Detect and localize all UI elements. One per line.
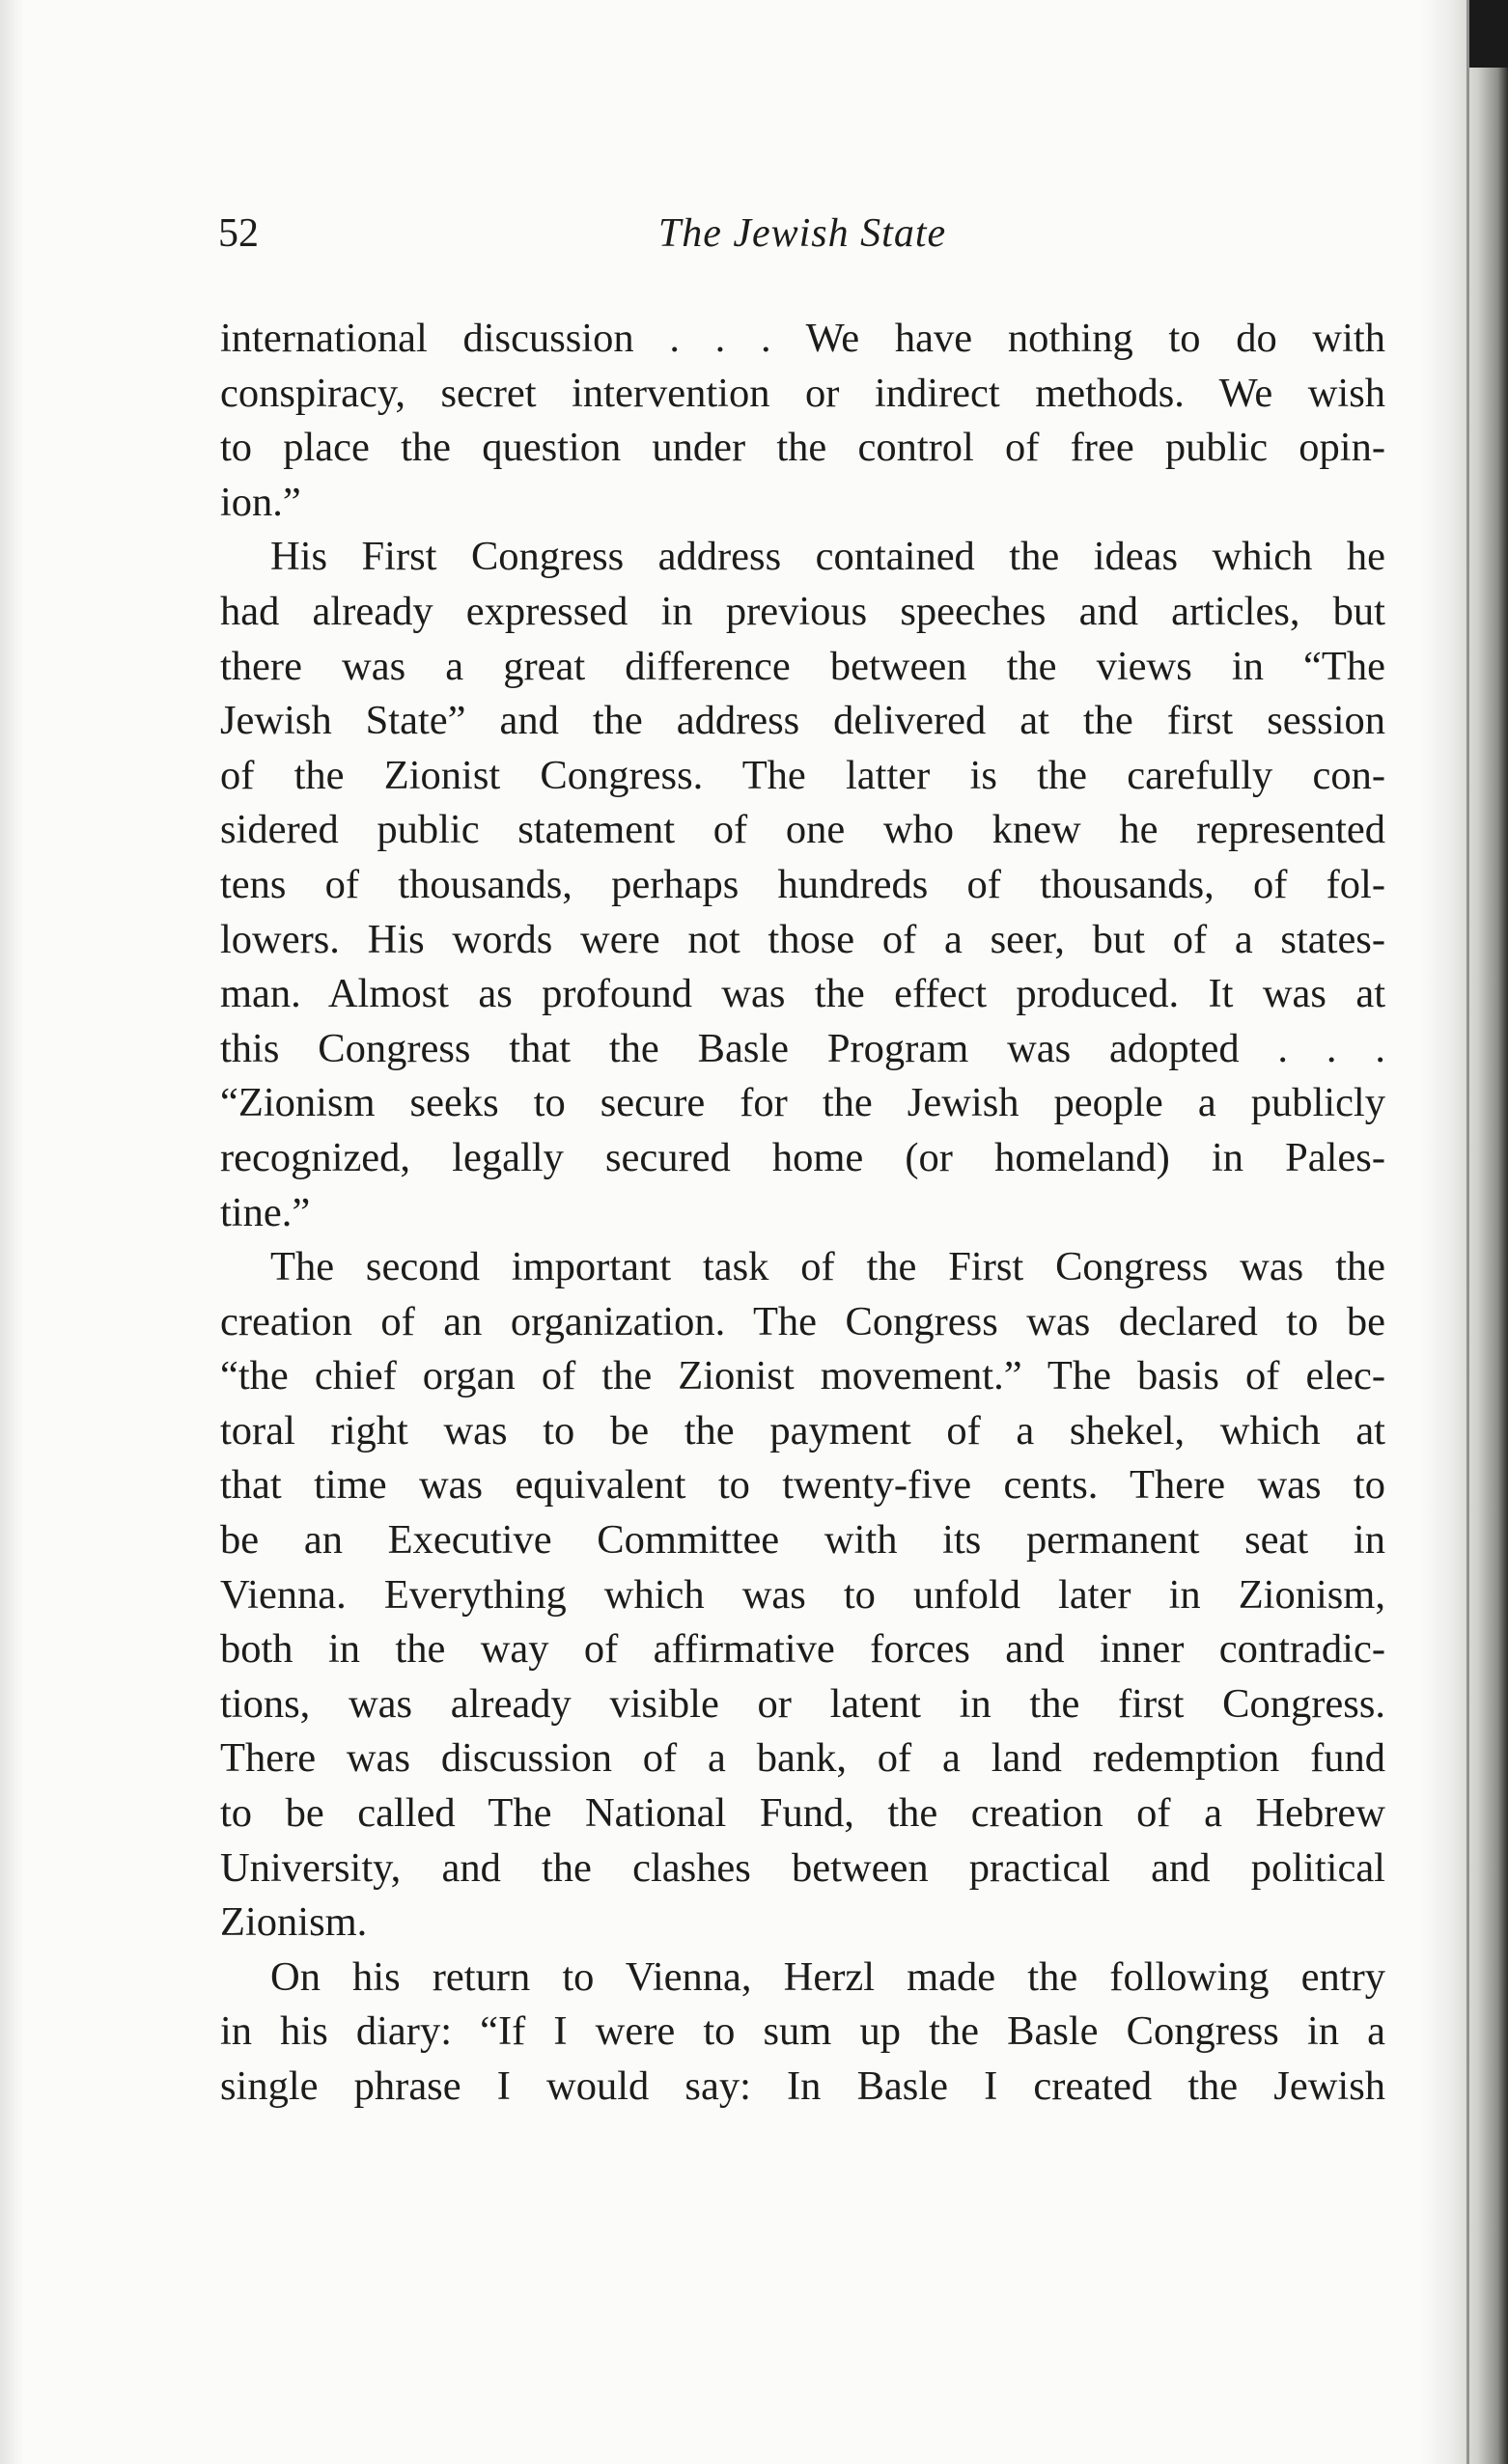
text-line: creation of an organization. The Congress was declared to be: [220, 1298, 1385, 1344]
text-line: The second important task of the First Congress was the: [270, 1244, 1385, 1290]
running-title: The Jewish State: [657, 211, 947, 256]
text-line: recognized, legally secured home (or homeland) in Pales-: [220, 1134, 1385, 1180]
text-line: there was a great difference between the views in “The: [220, 643, 1385, 689]
text-line: this Congress that the Basle Program was adopted . . .: [220, 1025, 1385, 1071]
text-line: tine.”: [220, 1189, 311, 1235]
scan-corner-shadow: [1469, 0, 1508, 68]
text-line: had already expressed in previous speeches and articles, but: [220, 588, 1385, 634]
page-edge-line: [1466, 0, 1469, 2464]
body-text: [220, 312, 1385, 2115]
text-line: toral right was to be the payment of a shekel, which at: [220, 1407, 1385, 1453]
text-line: tions, was already visible or latent in the first Congress.: [220, 1680, 1385, 1727]
text-line: There was discussion of a bank, of a land redemption fund: [220, 1735, 1385, 1782]
text-line: international discussion . . . We have nothing to do with: [220, 316, 1385, 361]
binding-shadow: [1421, 0, 1508, 2464]
scan-left-edge: [0, 0, 25, 2464]
text-line: lowers. His words were not those of a seer, but of a states-: [220, 916, 1385, 962]
text-line: His First Congress address contained the ideas which he: [270, 534, 1385, 580]
text-line: of the Zionist Congress. The latter is the carefully con-: [220, 752, 1385, 798]
text-line: “the chief organ of the Zionist movement.” The basis of elec-: [220, 1353, 1385, 1399]
text-line: be an Executive Committee with its permanent seat in: [220, 1517, 1385, 1564]
text-line: ion.”: [220, 479, 301, 525]
text-line: Jewish State” and the address delivered at the first session: [220, 698, 1385, 744]
page-header: [218, 207, 1386, 264]
text-line: Vienna. Everything which was to unfold later in Zionism,: [220, 1571, 1385, 1618]
text-line: conspiracy, secret intervention or indirect methods. We wish: [220, 370, 1385, 416]
text-line: man. Almost as profound was the effect produced. It was at: [220, 971, 1385, 1017]
text-line: in his diary: “If I were to sum up the Basle Congress in a: [220, 2008, 1385, 2055]
text-line: On his return to Vienna, Herzl made the following entry: [270, 1953, 1385, 2000]
text-line: University, and the clashes between practical and political: [220, 1844, 1385, 1891]
page-number: 52: [218, 211, 259, 256]
text-line: that time was equivalent to twenty-five cents. There was to: [220, 1462, 1385, 1509]
text-line: sidered public statement of one who knew he represented: [220, 807, 1385, 853]
text-line: to be called The National Fund, the creation of a Hebrew: [220, 1790, 1385, 1837]
text-line: “Zionism seeks to secure for the Jewish people a publicly: [220, 1080, 1385, 1126]
text-line: both in the way of affirmative forces and inner contradic-: [220, 1626, 1385, 1673]
text-line: single phrase I would say: In Basle I created the Jewish: [220, 2063, 1385, 2109]
text-line: to place the question under the control of free public opin-: [220, 425, 1385, 471]
text-line: tens of thousands, perhaps hundreds of thousands, of fol-: [220, 861, 1385, 907]
text-line: Zionism.: [220, 1899, 368, 1946]
